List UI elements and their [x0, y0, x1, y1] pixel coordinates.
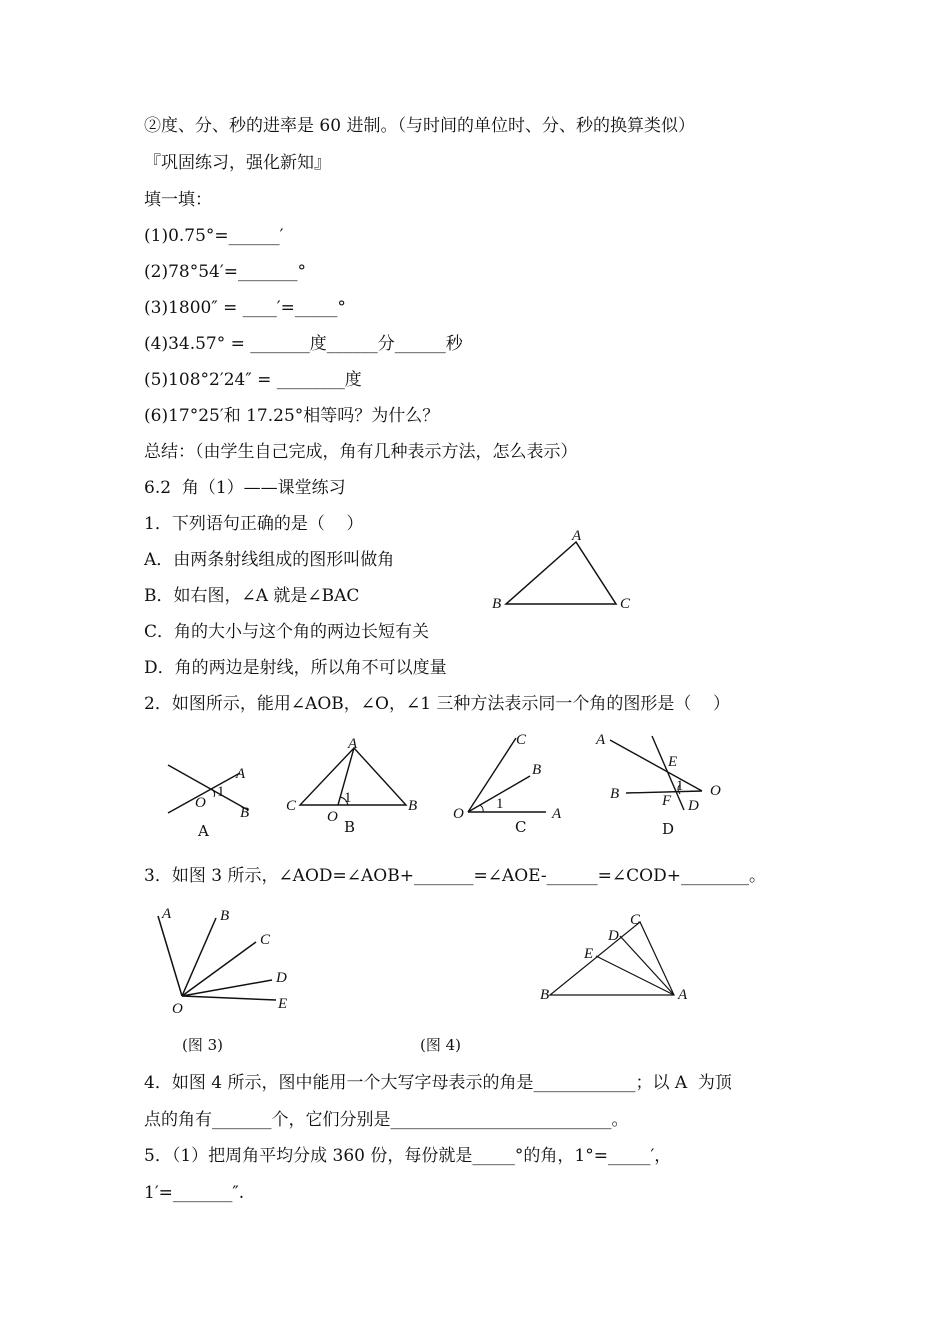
section-heading: 6.2 角（1）——课堂练习 [144, 478, 346, 498]
q2-figure-a [160, 755, 260, 825]
option-d: D．角的两边是射线，所以角不可以度量 [144, 658, 447, 678]
label-d: D [688, 798, 699, 814]
q2-caption-c: C [515, 818, 527, 836]
q2-figure-b [282, 734, 432, 824]
option-b: B．如右图，∠A 就是∠BAC [144, 586, 360, 606]
label-c: C [516, 732, 527, 748]
question-3: 3．如图 3 所示，∠AOD=∠AOB+_______=∠AOE-______=∠COD+________。 [144, 866, 766, 886]
q2-caption-b: B [344, 818, 356, 836]
label-c: C [260, 932, 271, 948]
text-line: 填一填： [144, 190, 212, 210]
label-o: O [327, 809, 338, 824]
text-line: ②度、分、秒的进率是 60 进制。（与时间的单位时、分、秒的换算类似） [144, 116, 695, 136]
label-1: 1 [676, 778, 684, 794]
figure-4-caption: (图 4) [420, 1036, 462, 1054]
question-1: 1．下列语句正确的是（ ） [144, 514, 364, 534]
question-2: 2．如图所示，能用∠AOB，∠O，∠1 三种方法表示同一个角的图形是（ ） [144, 694, 731, 714]
label-b: B [408, 798, 418, 814]
question-4-cont: 点的角有_______个，它们分别是__________________________。 [144, 1110, 629, 1130]
exercise-item: (1)0.75°=______′ [144, 226, 284, 246]
label-o: O [172, 1001, 183, 1017]
label-b: B [492, 596, 502, 612]
exercise-item: (6)17°25′和 17.25°相等吗？为什么？ [144, 406, 440, 426]
figure-3 [152, 900, 302, 1020]
label-b: B [532, 762, 542, 778]
exercise-item: (3)1800″ = ____′=_____° [144, 298, 346, 318]
label-1: 1 [496, 796, 504, 812]
label-a: A [596, 732, 606, 748]
exercise-item: (5)108°2′24″ = ________度 [144, 370, 362, 390]
label-b: B [610, 786, 620, 802]
label-o: O [710, 783, 721, 799]
label-c: C [286, 798, 297, 814]
text-line: 总结：（由学生自己完成，角有几种表示方法，怎么表示） [144, 442, 578, 462]
section-heading: 『巩固练习，强化新知』 [144, 153, 331, 173]
question-5: 5．（1）把周角平均分成 360 份，每份就是_____°的角，1°=_____′， [144, 1146, 672, 1166]
label-o: O [195, 795, 206, 811]
label-d: D [608, 928, 619, 944]
label-d: D [276, 970, 287, 986]
label-b: B [240, 805, 250, 821]
label-o: O [453, 806, 464, 820]
label-e: E [668, 754, 678, 770]
label-a: A [552, 806, 562, 820]
label-a: A [572, 528, 582, 544]
triangle-figure [486, 528, 646, 618]
label-b: B [220, 908, 230, 924]
exercise-item: (4)34.57° = _______度______分______秒 [144, 334, 463, 354]
label-b: B [540, 987, 550, 1003]
label-f: F [662, 793, 672, 809]
option-c: C．角的大小与这个角的两边长短有关 [144, 622, 430, 642]
q2-caption-d: D [662, 820, 675, 838]
label-a: A [162, 906, 172, 922]
label-1: 1 [217, 784, 225, 800]
label-a: A [348, 736, 358, 752]
option-a: A．由两条射线组成的图形叫做角 [144, 550, 395, 570]
question-5-cont: 1′=_______″. [144, 1183, 245, 1203]
q2-figure-c [450, 730, 580, 820]
q2-caption-a: A [198, 822, 209, 840]
label-1: 1 [344, 790, 352, 806]
q2-figure-d [592, 728, 742, 818]
question-4: 4．如图 4 所示，图中能用一个大写字母表示的角是____________；以 A 为顶 [144, 1073, 732, 1093]
label-c: C [620, 596, 631, 612]
label-e: E [584, 946, 594, 962]
label-c: C [630, 912, 641, 928]
label-a: A [236, 766, 246, 782]
figure-3-caption: (图 3) [182, 1036, 224, 1054]
figure-4 [536, 906, 696, 1006]
label-a: A [678, 987, 688, 1003]
exercise-item: (2)78°54′=_______° [144, 262, 306, 282]
label-e: E [278, 996, 288, 1012]
